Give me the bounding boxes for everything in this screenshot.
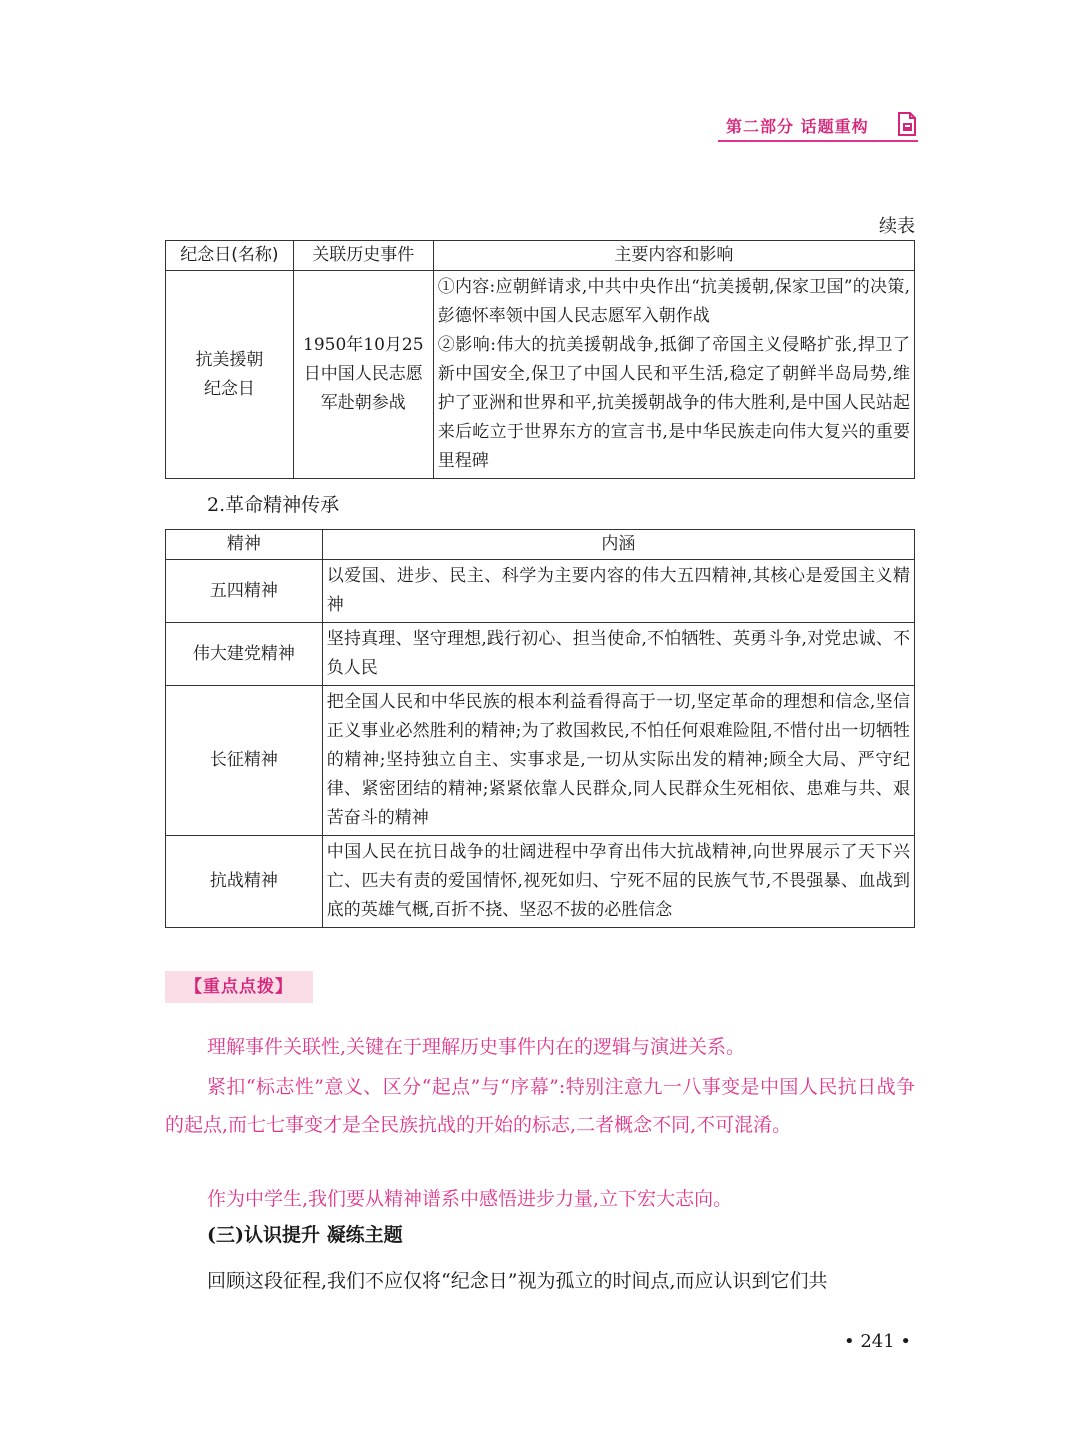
spirit-name-cell: 抗战精神 bbox=[166, 836, 323, 928]
document-icon bbox=[896, 112, 918, 136]
key-point-label: 【重点点拨】 bbox=[165, 971, 313, 1003]
section-heading: 2.革命精神传承 bbox=[207, 494, 340, 516]
section-heading: (三)认识提升 凝练主题 bbox=[207, 1224, 403, 1246]
tip-paragraph: 紧扣“标志性”意义、区分“起点”与“序幕”:特别注意九一八事变是中国人民抗日战争的起点,而七七事变才是全民族抗战的开始的标志,二者概念不同,不可混淆。 bbox=[165, 1076, 915, 1136]
running-header bbox=[718, 112, 918, 142]
table-header-row bbox=[166, 241, 915, 271]
memorial-day-table bbox=[165, 240, 915, 479]
spirit-content-cell: 把全国人民和中华民族的根本利益看得高于一切,坚定革命的理想和信念,坚信正义事业必然胜利的精神;为了救国救民,不怕任何艰难险阻,不惜付出一切牺牲的精神;坚持独立自主、实事求是,一切从实际出发的精神;顾全大局、严守纪律、紧密团结的精神;紧紧依靠人民群众,同人民群众生死相依、患难与共、艰苦奋斗的精神 bbox=[322, 686, 914, 836]
related-event-cell: 1950年10月25日中国人民志愿军赴朝参战 bbox=[293, 271, 433, 479]
table-header-row bbox=[166, 530, 915, 560]
tip-paragraph: 作为中学生,我们要从精神谱系中感悟进步力量,立下宏大志向。 bbox=[207, 1188, 733, 1210]
table-row bbox=[166, 623, 915, 686]
continued-label: 续表 bbox=[879, 216, 915, 237]
content-item: ②影响:伟大的抗美援朝战争,抵御了帝国主义侵略扩张,捍卫了新中国安全,保卫了中国人民和平生活,稳定了朝鲜半岛局势,维护了亚洲和世界和平,抗美援朝战争的伟大胜利,是中国人民站起来后屹立于世界东方的宣言书,是中华民族走向伟大复兴的重要里程碑 bbox=[437, 335, 910, 471]
spirit-name-cell: 长征精神 bbox=[166, 686, 323, 836]
column-header: 关联历史事件 bbox=[293, 241, 433, 271]
spirit-name-cell: 伟大建党精神 bbox=[166, 623, 323, 686]
column-header: 纪念日(名称) bbox=[166, 241, 294, 271]
section-title: 第二部分 话题重构 bbox=[726, 117, 869, 136]
column-header: 内涵 bbox=[322, 530, 914, 560]
spirit-content-cell: 中国人民在抗日战争的壮阔进程中孕育出伟大抗战精神,向世界展示了天下兴亡、匹夫有责的爱国情怀,视死如归、宁死不屈的民族气节,不畏强暴、血战到底的英雄气概,百折不挠、坚忍不拔的必胜信念 bbox=[322, 836, 914, 928]
table-row bbox=[166, 560, 915, 623]
spirit-content-cell: 坚持真理、坚守理想,践行初心、担当使命,不怕牺牲、英勇斗争,对党忠诚、不负人民 bbox=[322, 623, 914, 686]
column-header: 精神 bbox=[166, 530, 323, 560]
content-item: ①内容:应朝鲜请求,中共中央作出“抗美援朝,保家卫国”的决策,彭德怀率领中国人民志愿军入朝作战 bbox=[437, 277, 910, 326]
table-row bbox=[166, 686, 915, 836]
tip-paragraph: 理解事件关联性,关键在于理解历史事件内在的逻辑与演进关系。 bbox=[207, 1036, 746, 1058]
spirit-name-cell: 五四精神 bbox=[166, 560, 323, 623]
spirit-table bbox=[165, 529, 915, 928]
column-header: 主要内容和影响 bbox=[433, 241, 914, 271]
spirit-content-cell: 以爱国、进步、民主、科学为主要内容的伟大五四精神,其核心是爱国主义精神 bbox=[322, 560, 914, 623]
table-row bbox=[166, 836, 915, 928]
content-cell bbox=[433, 271, 914, 479]
page-number: • 241 • bbox=[844, 1331, 912, 1352]
memorial-name-cell: 抗美援朝纪念日 bbox=[166, 271, 294, 479]
body-paragraph: 回顾这段征程,我们不应仅将“纪念日”视为孤立的时间点,而应认识到它们共 bbox=[207, 1270, 828, 1292]
table-row bbox=[166, 271, 915, 479]
